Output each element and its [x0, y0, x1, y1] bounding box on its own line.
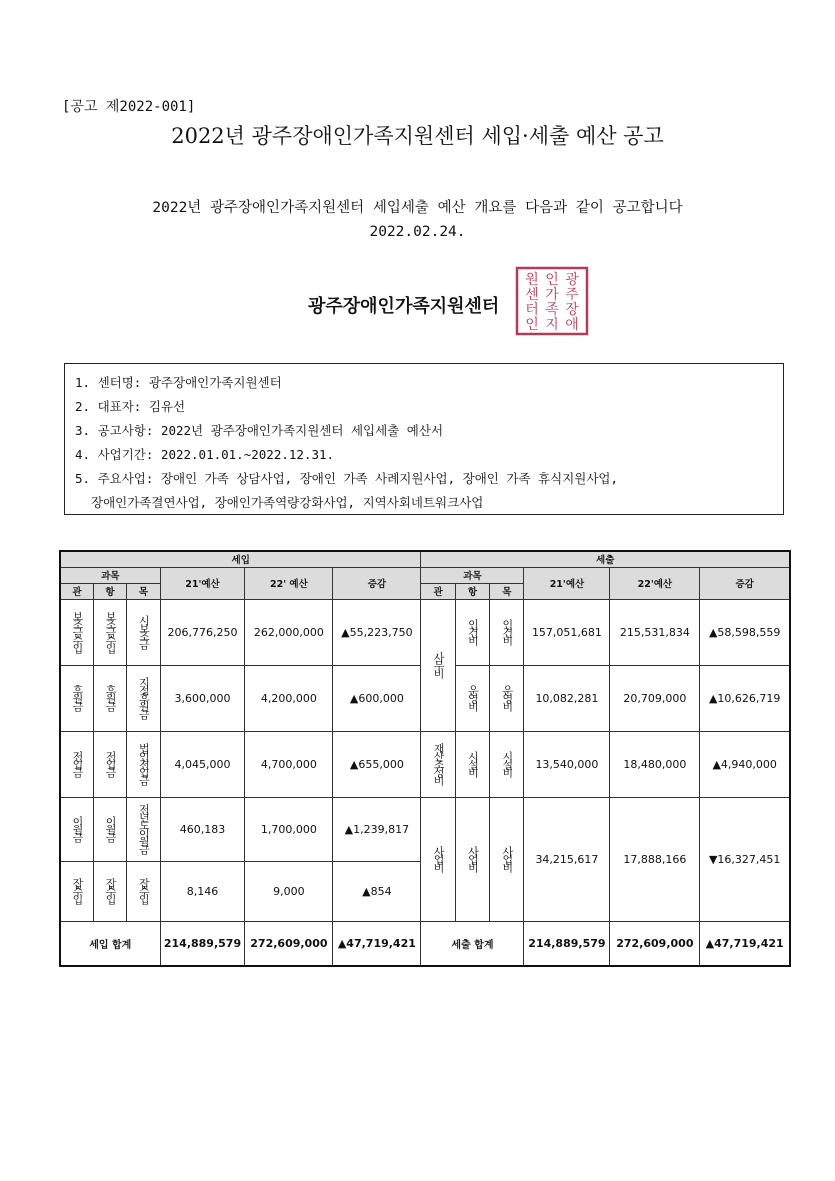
expense-total-22: 272,609,000 — [610, 921, 700, 966]
income-gwan-cell: 후원금 — [60, 665, 93, 731]
income-header: 세입 — [60, 551, 421, 567]
seal-character: 센 — [525, 287, 539, 303]
income-hang-cell: 후원금 — [93, 665, 126, 731]
expense-header: 세출 — [421, 551, 790, 567]
expense-22-header: 22'예산 — [610, 567, 700, 599]
expense-change-cell: ▲58,598,559 — [700, 599, 790, 665]
income-mok-header: 목 — [127, 583, 160, 599]
income-hang-cell: 잡수입 — [93, 861, 126, 921]
expense-gwan-cell: 사무비 — [421, 599, 455, 731]
info-representative: 2. 대표자: 김유선 — [75, 399, 186, 414]
expense-mok-cell: 운영비 — [490, 665, 524, 731]
income-22-header: 22' 예산 — [245, 567, 333, 599]
income-22-cell: 9,000 — [245, 861, 333, 921]
income-22-cell: 1,700,000 — [245, 797, 333, 861]
income-subject-header: 과목 — [60, 567, 160, 583]
income-gwan-cell: 보조금수입 — [60, 599, 93, 665]
income-total-22: 272,609,000 — [245, 921, 333, 966]
seal-character: 족 — [545, 302, 559, 318]
notice-date: 2022.02.24. — [369, 224, 466, 240]
page-title: 2022년 광주장애인가족지원센터 세입·세출 예산 공고 — [171, 124, 664, 148]
seal-character: 인 — [545, 272, 559, 288]
expense-total-label: 세출 합계 — [421, 921, 524, 966]
expense-gwan-header: 관 — [421, 583, 455, 599]
income-mok-cell: 시보조금 — [127, 599, 160, 665]
expense-change-cell: ▼16,327,451 — [700, 797, 790, 921]
income-hang-cell: 이월금 — [93, 797, 126, 861]
info-period: 4. 사업기간: 2022.01.01.~2022.12.31. — [75, 447, 335, 462]
expense-mok-cell: 인건비 — [490, 599, 524, 665]
income-mok-cell: 잡수입 — [127, 861, 160, 921]
income-gwan-cell: 전입금 — [60, 731, 93, 797]
expense-hang-cell: 시설비 — [455, 731, 489, 797]
expense-21-cell: 10,082,281 — [524, 665, 610, 731]
seal-character: 원 — [525, 272, 539, 288]
official-seal-stamp — [515, 266, 589, 336]
income-mok-cell: 전년도이월금 — [127, 797, 160, 861]
income-change-header: 증감 — [333, 567, 421, 599]
seal-character: 애 — [565, 317, 579, 333]
income-22-cell: 4,200,000 — [245, 665, 333, 731]
notice-number: [공고 제2022-001] — [62, 99, 196, 115]
income-total-change: ▲47,719,421 — [333, 921, 421, 966]
expense-change-cell: ▲4,940,000 — [700, 731, 790, 797]
expense-22-cell: 20,709,000 — [610, 665, 700, 731]
expense-mok-cell: 시설비 — [490, 731, 524, 797]
organization-name: 광주장애인가족지원센터 — [308, 296, 500, 317]
income-change-cell: ▲600,000 — [333, 665, 421, 731]
expense-hang-cell: 인건비 — [455, 599, 489, 665]
expense-mok-header: 목 — [490, 583, 524, 599]
info-notice-item: 3. 공고사항: 2022년 광주장애인가족지원센터 세입세출 예산서 — [75, 423, 444, 438]
income-total-label: 세입 합계 — [60, 921, 160, 966]
income-21-cell: 460,183 — [160, 797, 245, 861]
intro-text — [0, 196, 835, 244]
expense-22-cell: 215,531,834 — [610, 599, 700, 665]
expense-change-header: 증감 — [700, 567, 790, 599]
seal-character: 광 — [565, 272, 579, 288]
table-row — [60, 599, 790, 665]
expense-21-header: 21'예산 — [524, 567, 610, 599]
seal-character: 터 — [525, 302, 539, 318]
income-change-cell: ▲1,239,817 — [333, 797, 421, 861]
seal-character: 장 — [565, 302, 579, 318]
income-21-cell: 3,600,000 — [160, 665, 245, 731]
income-21-cell: 206,776,250 — [160, 599, 245, 665]
income-21-cell: 8,146 — [160, 861, 245, 921]
income-gwan-cell: 이월금 — [60, 797, 93, 861]
income-hang-cell: 전입금 — [93, 731, 126, 797]
expense-22-cell: 17,888,166 — [610, 797, 700, 921]
expense-hang-cell: 사업비 — [455, 797, 489, 921]
notice-info-box — [64, 363, 784, 515]
income-hang-header: 항 — [93, 583, 126, 599]
expense-gwan-cell: 사업비 — [421, 797, 455, 921]
table-row — [60, 731, 790, 797]
budget-table — [59, 550, 791, 967]
info-center-name: 1. 센터명: 광주장애인가족지원센터 — [75, 375, 282, 390]
seal-character: 가 — [545, 287, 559, 303]
info-main-projects-cont: 장애인가족결연사업, 장애인가족역량강화사업, 지역사회네트워크사업 — [91, 495, 484, 510]
income-change-cell: ▲55,223,750 — [333, 599, 421, 665]
income-change-cell: ▲655,000 — [333, 731, 421, 797]
seal-character: 인 — [525, 317, 539, 333]
expense-mok-cell: 사업비 — [490, 797, 524, 921]
expense-22-cell: 18,480,000 — [610, 731, 700, 797]
seal-character: 주 — [565, 287, 579, 303]
income-21-cell: 4,045,000 — [160, 731, 245, 797]
seal-character: 지 — [545, 317, 559, 333]
expense-hang-header: 항 — [455, 583, 489, 599]
expense-gwan-cell: 재산조성비 — [421, 731, 455, 797]
expense-total-21: 214,889,579 — [524, 921, 610, 966]
income-gwan-cell: 잡수입 — [60, 861, 93, 921]
income-total-21: 214,889,579 — [160, 921, 245, 966]
expense-21-cell: 157,051,681 — [524, 599, 610, 665]
income-mok-cell: 지정후원금 — [127, 665, 160, 731]
income-22-cell: 262,000,000 — [245, 599, 333, 665]
expense-hang-cell: 운영비 — [455, 665, 489, 731]
expense-subject-header: 과목 — [421, 567, 524, 583]
expense-21-cell: 13,540,000 — [524, 731, 610, 797]
income-hang-cell: 보조금수입 — [93, 599, 126, 665]
income-mok-cell: 법인전입금 — [127, 731, 160, 797]
income-22-cell: 4,700,000 — [245, 731, 333, 797]
income-change-cell: ▲854 — [333, 861, 421, 921]
income-21-header: 21'예산 — [160, 567, 245, 599]
expense-21-cell: 34,215,617 — [524, 797, 610, 921]
table-row — [60, 797, 790, 861]
expense-change-cell: ▲10,626,719 — [700, 665, 790, 731]
info-main-projects: 5. 주요사업: 장애인 가족 상담사업, 장애인 가족 사례지원사업, 장애인 가족 휴식지원사업, — [75, 471, 619, 486]
expense-total-change: ▲47,719,421 — [700, 921, 790, 966]
income-gwan-header: 관 — [60, 583, 93, 599]
intro-line: 2022년 광주장애인가족지원센터 세입세출 예산 개요를 다음과 같이 공고합니다 — [152, 200, 683, 216]
totals-row — [60, 921, 790, 966]
